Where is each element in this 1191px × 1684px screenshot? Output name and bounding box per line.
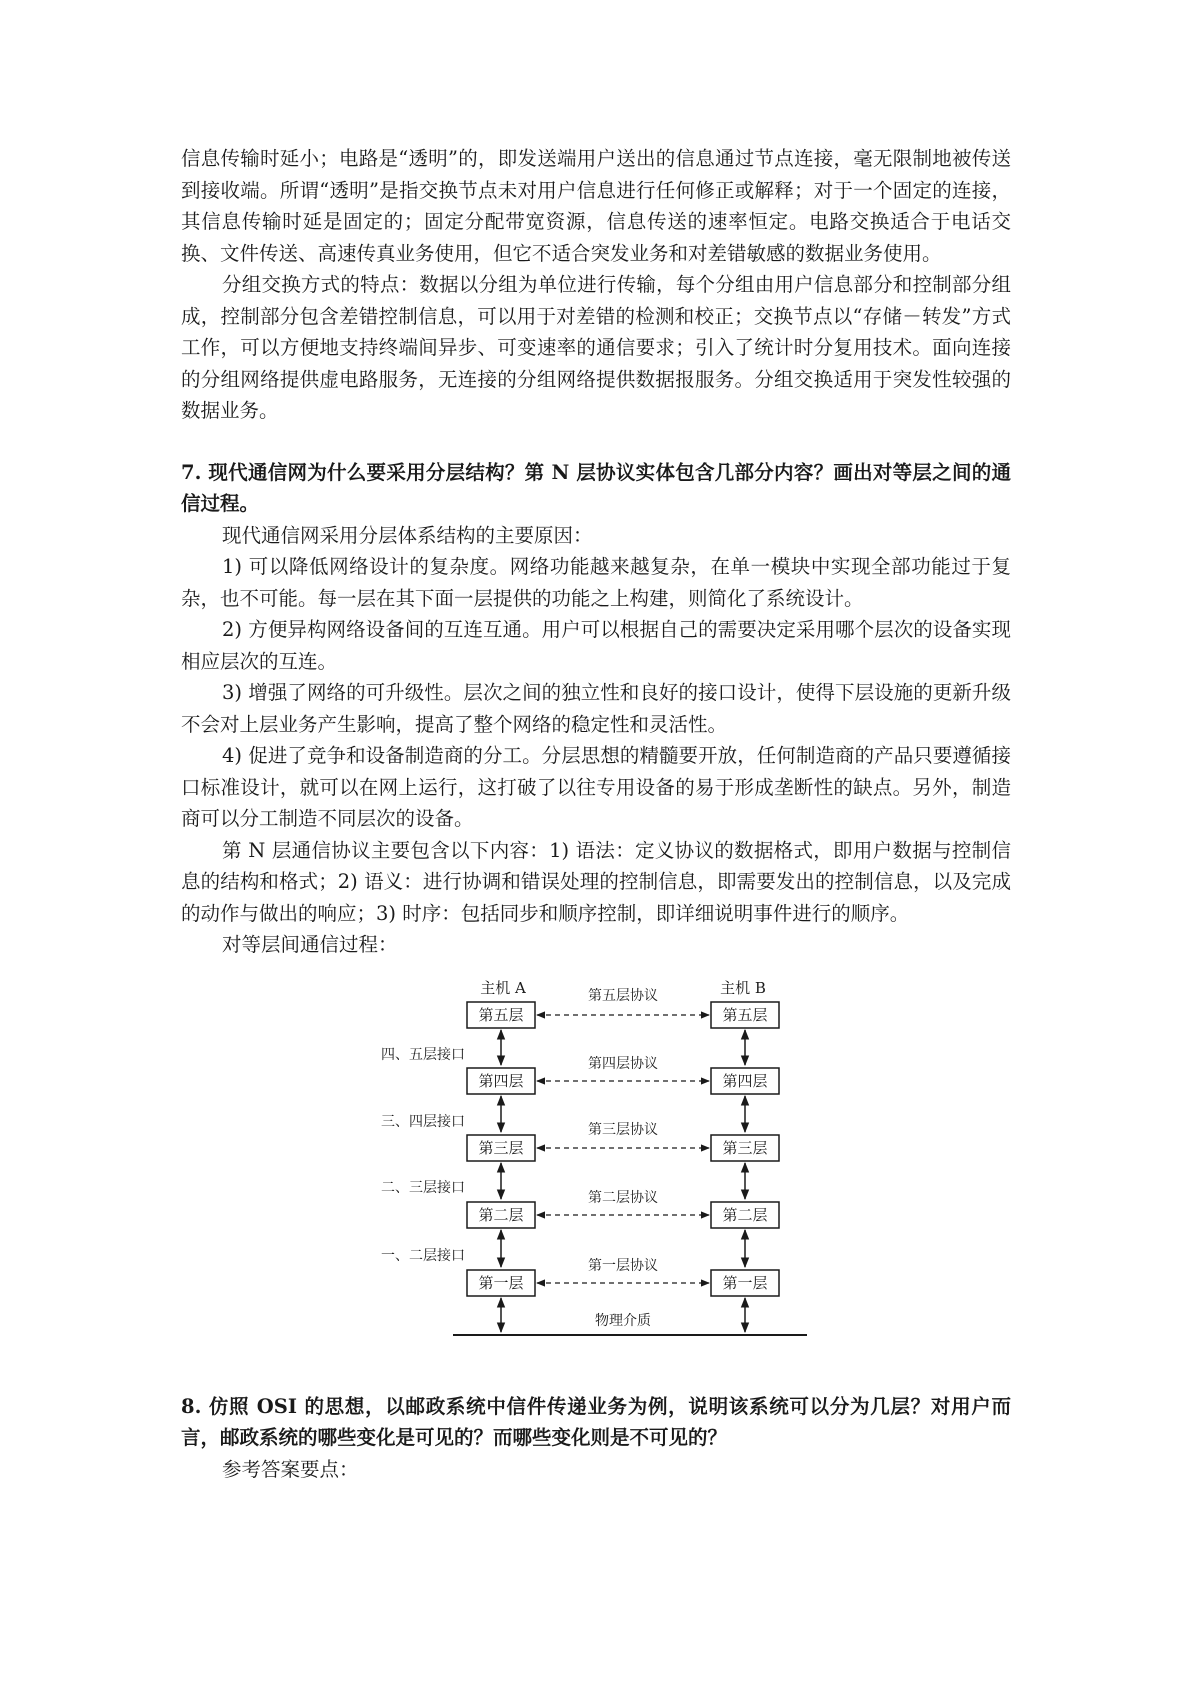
document-content: [181, 143, 1011, 1485]
host-b-label: 主机 B: [720, 978, 766, 997]
host-a-layer-3-label: 第三层: [478, 1138, 524, 1157]
reason-1: 1) 可以降低网络设计的复杂度。网络功能越来越复杂，在单一模块中实现全部功能过于复杂，也不可能。每一层在其下面一层提供的功能之上构建，则简化了系统设计。: [181, 555, 1011, 610]
peer-layer-diagram: [181, 961, 1011, 1397]
protocol-2-label: 第二层协议: [588, 1189, 658, 1206]
reason-4: 4) 促进了竞争和设备制造商的分工。分层思想的精髓要开放，任何制造商的产品只要遵循接口标准设计，就可以在网上运行，这打破了以往专用设备的易于形成垄断性的缺点。另外，制造商可以分工制造不同层次的设备。: [181, 744, 1011, 830]
host-b-layer-4-label: 第四层: [722, 1071, 768, 1090]
host-b-layer-3-label: 第三层: [722, 1138, 768, 1157]
reason-2: 2) 方便异构网络设备间的互连互通。用户可以根据自己的需要决定采用哪个层次的设备实现相应层次的互连。: [181, 618, 1011, 673]
host-b-layer-5-label: 第五层: [722, 1005, 768, 1024]
question-7-intro: 现代通信网采用分层体系结构的主要原因：: [222, 523, 593, 547]
host-a-layer-4-label: 第四层: [478, 1071, 524, 1090]
host-a-layer-2-label: 第二层: [478, 1205, 524, 1224]
interface-1-2-label: 一、二层接口: [381, 1247, 465, 1264]
host-b-layer-2-label: 第二层: [722, 1205, 768, 1224]
interface-4-5-label: 四、五层接口: [381, 1046, 465, 1063]
host-a-label: 主机 A: [480, 978, 526, 997]
host-b-layer-1-label: 第一层: [722, 1273, 768, 1292]
interface-3-4-label: 三、四层接口: [381, 1113, 465, 1130]
host-a-layer-1-label: 第一层: [478, 1273, 524, 1292]
protocol-3-label: 第三层协议: [588, 1121, 658, 1138]
paragraph-circuit-switching: 信息传输时延小；电路是“透明”的，即发送端用户送出的信息通过节点连接，毫无限制地被传送到接收端。所谓“透明”是指交换节点未对用户信息进行任何修正或解释；对于一个固定的连接，其信息传输时延是固定的；固定分配带宽资源，信息传送的速率恒定。电路交换适合于电话交换、文件传送、高速传真业务使用，但它不适合突发业务和对差错敏感的数据业务使用。: [181, 147, 1011, 265]
protocol-4-label: 第四层协议: [588, 1055, 658, 1072]
physical-medium-label: 物理介质: [595, 1312, 651, 1329]
n-layer-protocol-content: 第 N 层通信协议主要包含以下内容：1) 语法：定义协议的数据格式，即用户数据与控制信息的结构和格式；2) 语义：进行协调和错误处理的控制信息，即需要发出的控制信息，以及完成的动作与做出的响应；3) 时序：包括同步和顺序控制，即详细说明事件进行的顺序。: [181, 838, 1011, 925]
interface-2-3-label: 二、三层接口: [381, 1179, 465, 1196]
peer-process-label: 对等层间通信过程：: [222, 933, 398, 956]
peer-layer-diagram-svg: [181, 961, 1011, 1397]
protocol-1-label: 第一层协议: [588, 1257, 658, 1274]
host-a-layer-5-label: 第五层: [478, 1005, 524, 1024]
question-8-answer-label: 参考答案要点：: [222, 1457, 359, 1481]
protocol-5-label: 第五层协议: [588, 987, 658, 1004]
question-7-title: 7. 现代通信网为什么要采用分层结构？第 N 层协议实体包含几部分内容？画出对等层之间的通信过程。: [181, 460, 1011, 515]
paragraph-packet-switching: 分组交换方式的特点：数据以分组为单位进行传输，每个分组由用户信息部分和控制部分组成，控制部分包含差错控制信息，可以用于对差错的检测和校正；交换节点以“存储－转发”方式工作，可以方便地支持终端间异步、可变速率的通信要求；引入了统计时分复用技术。面向连接的分组网络提供虚电路服务，无连接的分组网络提供数据报服务。分组交换适用于突发性较强的数据业务。: [181, 273, 1011, 422]
question-8-title: 8. 仿照 OSI 的思想，以邮政系统中信件传递业务为例，说明该系统可以分为几层？对用户而言，邮政系统的哪些变化是可见的？而哪些变化则是不可见的？: [181, 1394, 1011, 1449]
reason-3: 3) 增强了网络的可升级性。层次之间的独立性和良好的接口设计，使得下层设施的更新升级不会对上层业务产生影响，提高了整个网络的稳定性和灵活性。: [181, 681, 1011, 736]
